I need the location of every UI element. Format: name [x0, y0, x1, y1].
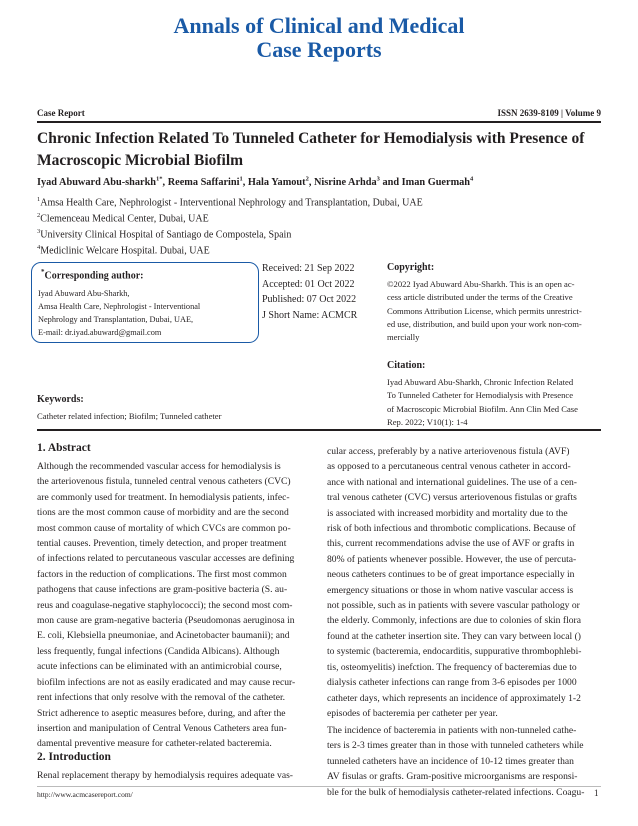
body-line: the elderly. Commonly, infections are due to colonies of skin flora [327, 615, 581, 627]
accepted-date: Accepted: 01 Oct 2022 [262, 278, 355, 290]
affiliation: $^4$Mediclinic Welcare Hospital. Dubai, UAE [37, 244, 210, 257]
author: Nisrine Arhda$^3$ and [313, 176, 402, 189]
abstract-line: damental preventive measure for catheter-related bacteremia. [37, 738, 272, 750]
body-line: ters is 2-3 times greater than in those with tunneled catheters while [327, 740, 584, 752]
body-line: found at the catheter insertion site. They can vary between local () [327, 630, 581, 642]
copyright-line: ed use, distribution, and build upon your work non-com- [387, 318, 582, 329]
abstract-line: tential causes. Prevention, timely detection, and proper treatment [37, 538, 287, 550]
body-line: episodes of bacteremia per catheter per year. [327, 707, 498, 719]
article-title [37, 128, 601, 172]
author: Reema Saffarini$^1$, [167, 176, 248, 189]
corresponding-line: Iyad Abuward Abu-Sharkh, [38, 289, 130, 298]
corresponding-line: Nephrology and Transplantation, Dubai, UAE, [38, 315, 194, 324]
copyright-line: ©2022 Iyad Abuward Abu-Sharkh. This is an open ac- [387, 279, 575, 289]
body-line: cular access, preferably by a native arteriovenous fistula (AVF) [327, 446, 570, 457]
article-title-line2: Macroscopic Microbial Biofilm [37, 152, 244, 169]
issn-volume: ISSN 2639-8109 | Volume 9 [497, 108, 601, 118]
author-list [37, 176, 601, 188]
abstract-line: less frequently, fungal infections (Candida Albicans). Although [37, 645, 280, 657]
body-line: tral venous catheter (CVC) versus arteriovenous fistulas or grafts [327, 492, 577, 504]
body-line: neous catheters continues to be of great importance especially in [327, 569, 575, 581]
corresponding-author-heading: *Corresponding author: [41, 268, 144, 282]
body-line: is associated with increased morbidity and mortality due to the [327, 507, 568, 519]
section-rule [37, 429, 601, 431]
body-line: not possible, such as in patients with severe vascular pathology or [327, 600, 580, 612]
abstract-line: E. coli, Klebsiella pneumoniae, and Acinetobacter baumanii); and [37, 630, 290, 642]
article-meta-row [37, 108, 601, 118]
body-paragraph [327, 723, 601, 800]
received-date: Received: 21 Sep 2022 [262, 263, 355, 274]
citation-line: of Macroscopic Microbial Biofilm. Ann Clin Med Case [387, 403, 578, 414]
citation-line: Iyad Abuward Abu-Sharkh, Chronic Infection Related [387, 377, 574, 387]
copyright-heading: Copyright: [387, 262, 435, 273]
footer-rule [37, 786, 601, 787]
body-line: catheter days, which represents an incidence of approximately 1-2 [327, 692, 581, 704]
abstract-line: factors in the reduction of complications. The first most common [37, 568, 287, 580]
abstract-line: rent infections that only resolve with the removal of the catheter. [37, 692, 286, 704]
body-line: emergency situations or those in whom native vascular access is [327, 584, 574, 596]
footer-url[interactable]: http://www.acmcasereport.com/ [37, 790, 133, 799]
body-line: AV fisulas or grafts. Gram-positive microorganisms are responsi- [327, 771, 578, 783]
corresponding-author-details [38, 287, 200, 339]
introduction-line: Renal replacement therapy by hemodialysis requires adequate vas- [37, 770, 294, 781]
abstract-line: are commonly used for treatment. In hemodialysis patients, infec- [37, 491, 290, 503]
citation-heading: Citation: [387, 360, 426, 371]
corresponding-author-box [31, 262, 259, 343]
body-line: to systemic (bacteremia, endocarditis, suppurative thrombophlebi- [327, 646, 582, 658]
body-line: risk of both infectious and thrombotic complications. Because of [327, 523, 576, 535]
body-line: ble for the bulk of hemodialysis catheter-related infections. Coagu- [327, 786, 585, 798]
abstract-line: reus and coagulase-negative staphylococci); the second most com- [37, 599, 293, 611]
copyright-line: mercially [387, 332, 420, 343]
citation-text [387, 376, 601, 429]
body-line: ance with national and international guidelines. The use of a cen- [327, 476, 577, 488]
body-line: as opposed to a percutaneous central venous catheter in accord- [327, 461, 571, 473]
journal-title-line2: Case Reports [256, 37, 382, 62]
abstract-line: biofilm infections are not as easily eradicated and may cause recur- [37, 676, 296, 688]
published-date: Published: 07 Oct 2022 [262, 294, 357, 305]
body-line: dialysis catheter infections can range from 3-6 episodes per 1000 [327, 677, 577, 689]
header-rule [37, 121, 601, 123]
abstract-line: pathogens that cause infections are gram-positive bacteria (S. au- [37, 584, 288, 596]
citation-line: To Tunneled Catheter for Hemodialysis with Presence [387, 390, 574, 401]
article-title-line1: Chronic Infection Related To Tunneled Catheter for Hemodialysis with Presence of [37, 130, 585, 147]
body-line: tis, osteomyelitis) inefction. The frequency of bacteremias due to [327, 661, 577, 673]
abstract-heading: 1. Abstract [37, 442, 91, 454]
abstract-line: the arteriovenous fistula, tunneled central venous catheters (CVC) [37, 476, 291, 488]
affiliation: $^2$Clemenceau Medical Center, Dubai, UAE [37, 212, 209, 225]
keywords-text: Catheter related infection; Biofilm; Tunneled catheter [37, 411, 222, 421]
body-line: 80% of patients whenever possible. However, the use of percuta- [327, 553, 577, 565]
author: Iman Guermah$^4$ [401, 176, 474, 189]
keywords-heading: Keywords: [37, 394, 84, 405]
corresponding-line: Amsa Health Care, Nephrologist - Interventional [38, 302, 201, 311]
author: Iyad Abuward Abu-sharkh$^{1*}$, [37, 176, 168, 189]
affiliation: $^3$University Clinical Hospital of Santiago de Compostela, Spain [37, 228, 292, 241]
abstract-text [37, 459, 313, 752]
abstract-line: tions are the most common cause of morbidity and are the second [37, 507, 289, 519]
journal-title-line1: Annals of Clinical and Medical [173, 13, 465, 38]
body-line: The incidence of bacteremia in patients with non-tunneled cathe- [327, 725, 577, 736]
publication-dates [262, 261, 357, 323]
abstract-line: Strict adherence to aseptic measures before, during, and after the [37, 707, 286, 719]
body-line: tunneled catheters have an incidence of 10-12 times greater than [327, 755, 574, 767]
body-line: this, current recommendations advise the use of AVF or grafts in [327, 538, 575, 550]
abstract-line: Although the recommended vascular access for hemodialysis is [37, 461, 281, 472]
affiliation: $^1$Amsa Health Care, Nephrologist - Interventional Nephrology and Transplantation, Dubai, UAE [37, 196, 423, 209]
copyright-line: Commons Attribution License, which permits unrestrict- [387, 305, 582, 316]
article-type: Case Report [37, 108, 85, 118]
copyright-line: cess article distributed under the terms of the Creative [387, 292, 573, 303]
citation-line: Rep. 2022; V10(1): 1-4 [387, 416, 468, 427]
abstract-line: of infections related to percutaneous vascular accesses are defining [37, 553, 295, 565]
abstract-line: acute infections can be eliminated with an antimicrobial course, [37, 661, 282, 673]
author: Hala Yamout$^2$, [247, 176, 314, 189]
abstract-line: mon cause are gram-negative bacteria (Pseudomonas aeruginosa in [37, 615, 295, 627]
abstract-line: insertion and manipulation of Central Venous Catheters area fun- [37, 722, 287, 734]
page-number: 1 [594, 788, 599, 798]
corresponding-email: E-mail: dr.iyad.abuward@gmail.com [38, 328, 162, 337]
introduction-text [37, 768, 313, 783]
introduction-continued [327, 444, 601, 721]
journal-short-name: J Short Name: ACMCR [262, 309, 358, 321]
introduction-heading: 2. Introduction [37, 751, 111, 763]
copyright-text [387, 278, 601, 344]
journal-title [0, 14, 638, 62]
abstract-line: most common cause of mortality of which CVCs are common po- [37, 522, 291, 534]
